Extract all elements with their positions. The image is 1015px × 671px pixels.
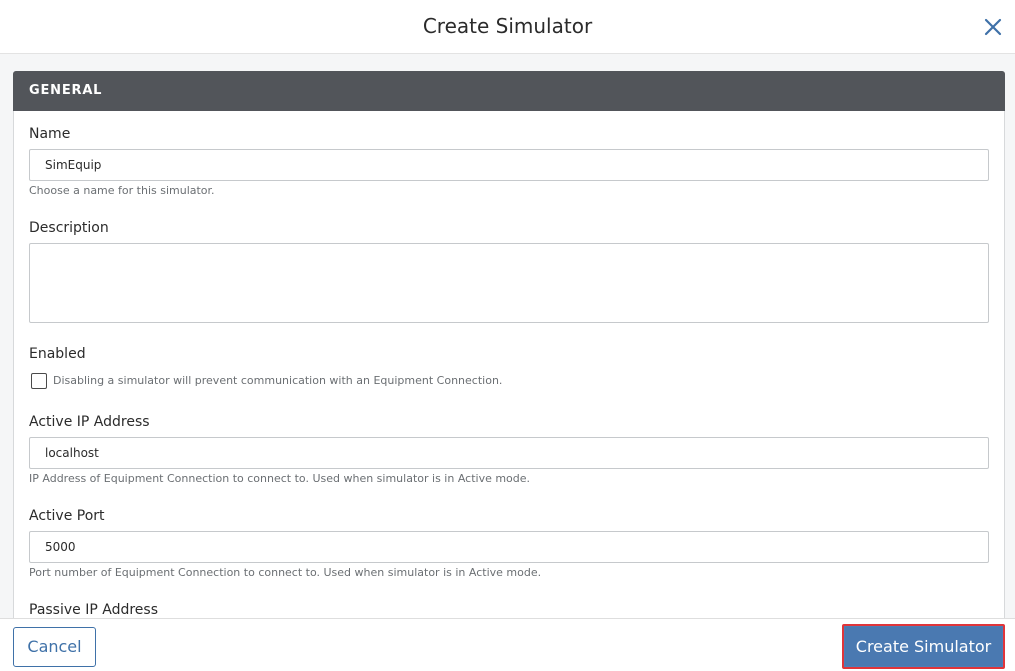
- name-input[interactable]: [29, 149, 989, 181]
- cancel-button[interactable]: Cancel: [13, 627, 96, 667]
- active-port-input[interactable]: [29, 531, 989, 563]
- section-header: [13, 71, 1005, 111]
- dialog-header: [0, 0, 1015, 54]
- active-port-help-text: Port number of Equipment Connection to connect to. Used when simulator is in Active mode.: [29, 566, 542, 579]
- general-section: [13, 71, 1005, 618]
- enabled-checkbox[interactable]: [31, 373, 47, 389]
- create-simulator-button[interactable]: [842, 624, 1005, 669]
- active-port-label: Active Port: [29, 508, 105, 524]
- dialog-title: Create Simulator: [422, 14, 593, 38]
- section-title: GENERAL: [29, 83, 103, 98]
- create-simulator-button-label: Create Simulator: [845, 627, 1002, 666]
- active-ip-input[interactable]: [29, 437, 989, 469]
- close-icon: [980, 14, 1006, 40]
- enabled-help-text: Disabling a simulator will prevent communication with an Equipment Connection.: [53, 374, 503, 387]
- dialog-footer: [0, 618, 1015, 671]
- active-ip-label: Active IP Address: [29, 414, 150, 430]
- dialog-body[interactable]: [0, 54, 1015, 618]
- enabled-label: Enabled: [29, 346, 86, 362]
- description-textarea[interactable]: [29, 243, 989, 323]
- name-help-text: Choose a name for this simulator.: [29, 184, 215, 197]
- description-label: Description: [29, 220, 109, 236]
- active-ip-help-text: IP Address of Equipment Connection to connect to. Used when simulator is in Active mode.: [29, 472, 531, 485]
- passive-ip-label: Passive IP Address: [29, 602, 158, 618]
- close-button[interactable]: [980, 14, 1006, 40]
- name-label: Name: [29, 126, 71, 142]
